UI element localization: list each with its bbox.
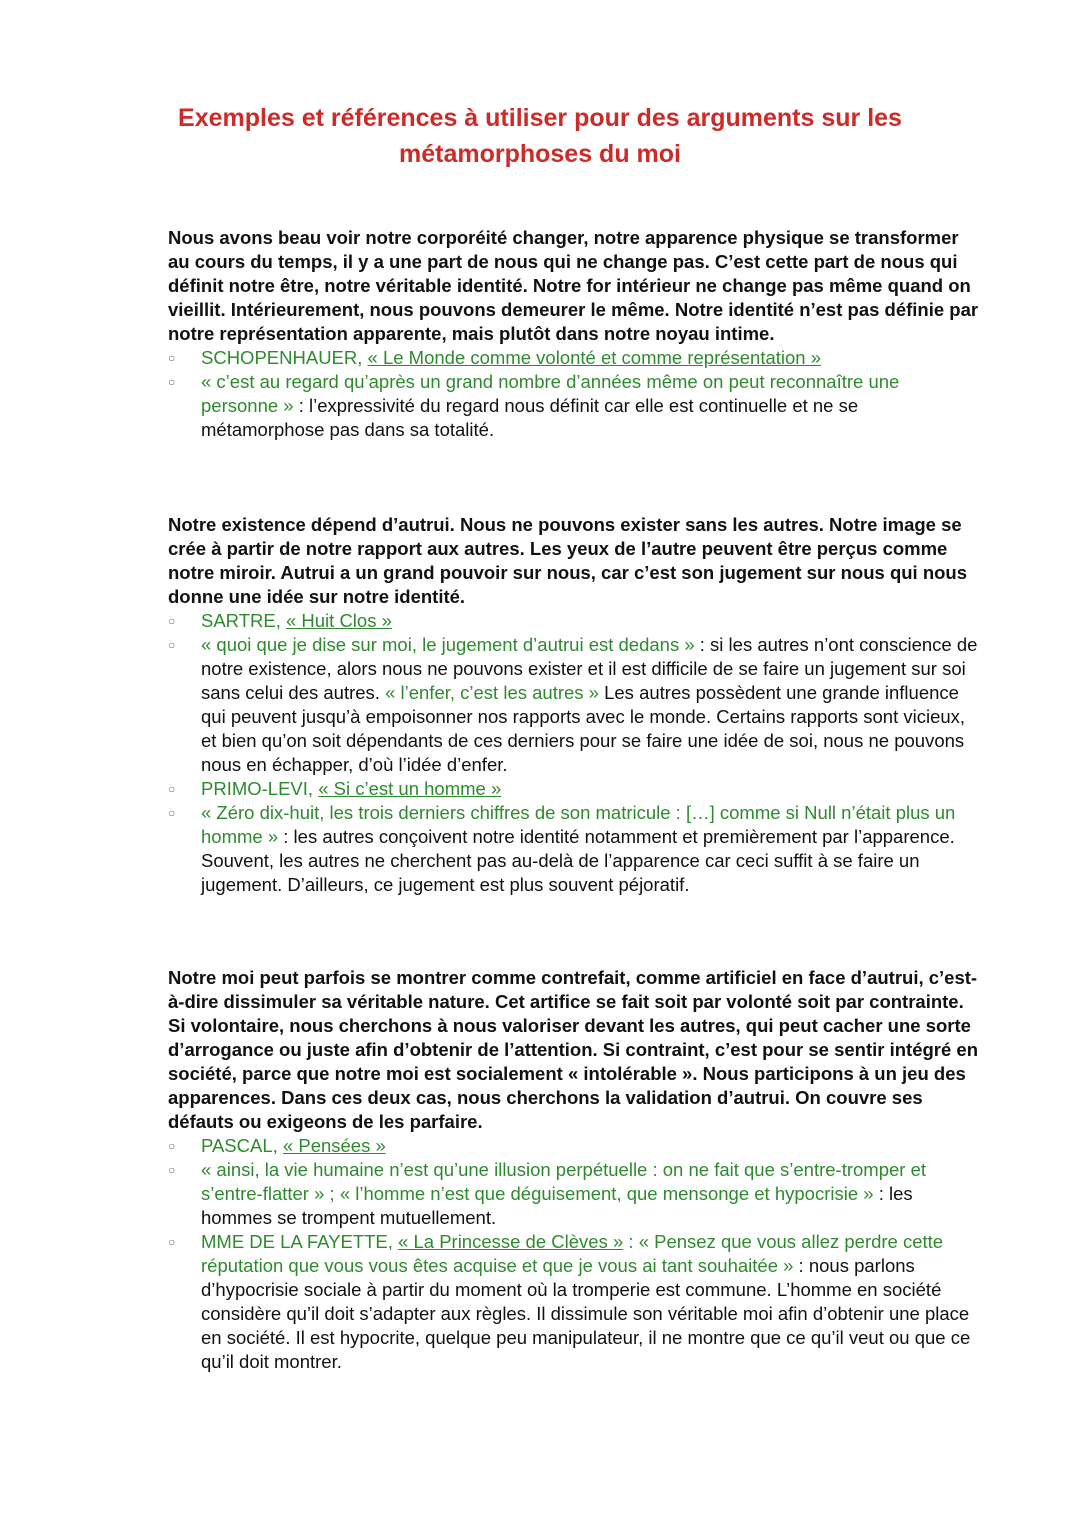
comment: Les autres possèdent une grande influence qui peuvent jusqu’à empoisonner nos rapports avec le monde. Certains rapports sont vicieux, et bien qu’on soit dépendants de ces derniers pour se faire une idée de soi, nous ne pouvons nous en échapper, d’où l’idée d’enfer.	[201, 682, 966, 775]
list-item	[168, 346, 980, 370]
quote: « c’est au regard qu’après un grand nombre d’années même on peut reconnaître une personne »	[201, 371, 900, 416]
reference-link[interactable]: « Si c’est un homme »	[318, 778, 502, 799]
section-lead: Notre existence dépend d’autrui. Nous ne pouvons exister sans les autres. Notre image se crée à partir de notre rapport aux autres. Les yeux de l’autre peuvent être perçus comme notre miroir. Autrui a un grand pouvoir sur nous, car c’est son jugement sur nous qui nous donne une idée sur notre identité.	[168, 514, 968, 607]
quote: « Zéro dix-huit, les trois derniers chiffres de son matricule : […] comme si Null n’était plus un homme »	[201, 802, 956, 847]
section-lead: Notre moi peut parfois se montrer comme contrefait, comme artificiel en face d’autrui, c’est-à-dire dissimuler sa véritable nature. Cet artifice se fait soit par volonté soit par contrainte. Si volontaire, nous cherchons à nous valoriser devant les autres, qui peut cacher une sorte d’arrogance ou juste afin d’obtenir de l’attention. Si contraint, c’est pour se sentir intégré en société, parce que notre moi est socialement « intolérable ». Nous participons à un jeu des apparences. Dans ces deux cas, nous cherchons la validation d’autrui. On couvre ses défauts ou exigeons de les parfaire.	[168, 967, 979, 1132]
quote: « ainsi, la vie humaine n’est qu’une illusion perpétuelle : on ne fait que s’entre-tromper et s’entre-flatter »	[201, 1159, 927, 1204]
reference-link[interactable]: « La Princesse de Clèves »	[398, 1231, 624, 1252]
bullet-icon: ○	[168, 375, 176, 389]
reference-link[interactable]: « Pensées »	[282, 1135, 386, 1156]
quote: « quoi que je dise sur moi, le jugement d’autrui est dedans »	[201, 634, 695, 655]
comment: : les hommes se trompent mutuellement.	[201, 1183, 913, 1228]
list-item	[168, 801, 980, 897]
quote: « l’homme n’est que déguisement, que mensonge et hypocrisie »	[339, 1183, 874, 1204]
bullet-icon: ○	[168, 1163, 176, 1177]
page-title	[100, 100, 980, 172]
reference-author: MME DE LA FAYETTE,	[201, 1231, 399, 1252]
reference-link[interactable]: « Huit Clos »	[285, 610, 392, 631]
reference-author: SARTRE,	[201, 610, 286, 631]
section-identite-intime	[168, 226, 980, 442]
reference-list	[168, 1134, 980, 1374]
reference-link[interactable]: « Le Monde comme volonté et comme représentation »	[367, 347, 822, 368]
list-item	[168, 1230, 980, 1374]
reference-author: SCHOPENHAUER,	[201, 347, 368, 368]
list-item	[168, 370, 980, 442]
separator: :	[623, 1231, 639, 1252]
bullet-icon: ○	[168, 351, 176, 365]
separator: ;	[324, 1183, 340, 1204]
reference-list	[168, 346, 980, 442]
reference-author: PASCAL,	[201, 1135, 283, 1156]
page-title-line-2: métamorphoses du moi	[399, 140, 681, 168]
bullet-icon: ○	[168, 1139, 176, 1153]
section-lead: Nous avons beau voir notre corporéité changer, notre apparence physique se transformer au cours du temps, il y a une part de nous qui ne change pas. C’est cette part de nous qui définit notre être, notre véritable identité. Notre for intérieur ne change pas même quand on vieillit. Intérieurement, nous pouvons demeurer le même. Notre identité n’est pas définie par notre représentation apparente, mais plutôt dans notre noyau intime.	[168, 227, 979, 344]
list-item	[168, 609, 980, 633]
page-title-line-1: Exemples et références à utiliser pour des arguments sur les	[178, 104, 902, 132]
quote: « l’enfer, c’est les autres »	[385, 682, 599, 703]
list-item	[168, 633, 980, 777]
comment: : nous parlons d’hypocrisie sociale à partir du moment où la tromperie est commune. L’homme en société considère qu’il doit s’adapter aux règles. Il dissimule son véritable moi afin d’obtenir une place en société. Il est hypocrite, quelque peu manipulateur, il ne montre que ce qu’il veut ou que ce qu’il doit montrer.	[201, 1255, 971, 1372]
bullet-icon: ○	[168, 782, 176, 796]
comment: : l’expressivité du regard nous définit car elle est continuelle et ne se métamorphose pas dans sa totalité.	[201, 395, 859, 440]
list-item	[168, 777, 980, 801]
comment: : si les autres n’ont conscience de notre existence, alors nous ne pouvons exister et il est difficile de se faire un jugement sur soi sans celui des autres.	[201, 634, 978, 703]
quote: « Pensez que vous allez perdre cette réputation que vous vous êtes acquise et que je vous ai tant souhaitée »	[201, 1231, 944, 1276]
bullet-icon: ○	[168, 638, 176, 652]
list-item	[168, 1158, 980, 1230]
reference-author: PRIMO-LEVI,	[201, 778, 319, 799]
comment: : les autres conçoivent notre identité notamment et premièrement par l’apparence. Souvent, les autres ne cherchent pas au-delà de l’apparence car ceci suffit à se faire un jugement. D’ailleurs, ce jugement est plus souvent péjoratif.	[201, 826, 955, 895]
bullet-icon: ○	[168, 614, 176, 628]
section-moi-contrefait	[168, 966, 980, 1374]
reference-list	[168, 609, 980, 897]
bullet-icon: ○	[168, 806, 176, 820]
section-autrui	[168, 513, 980, 897]
bullet-icon: ○	[168, 1235, 176, 1249]
list-item	[168, 1134, 980, 1158]
